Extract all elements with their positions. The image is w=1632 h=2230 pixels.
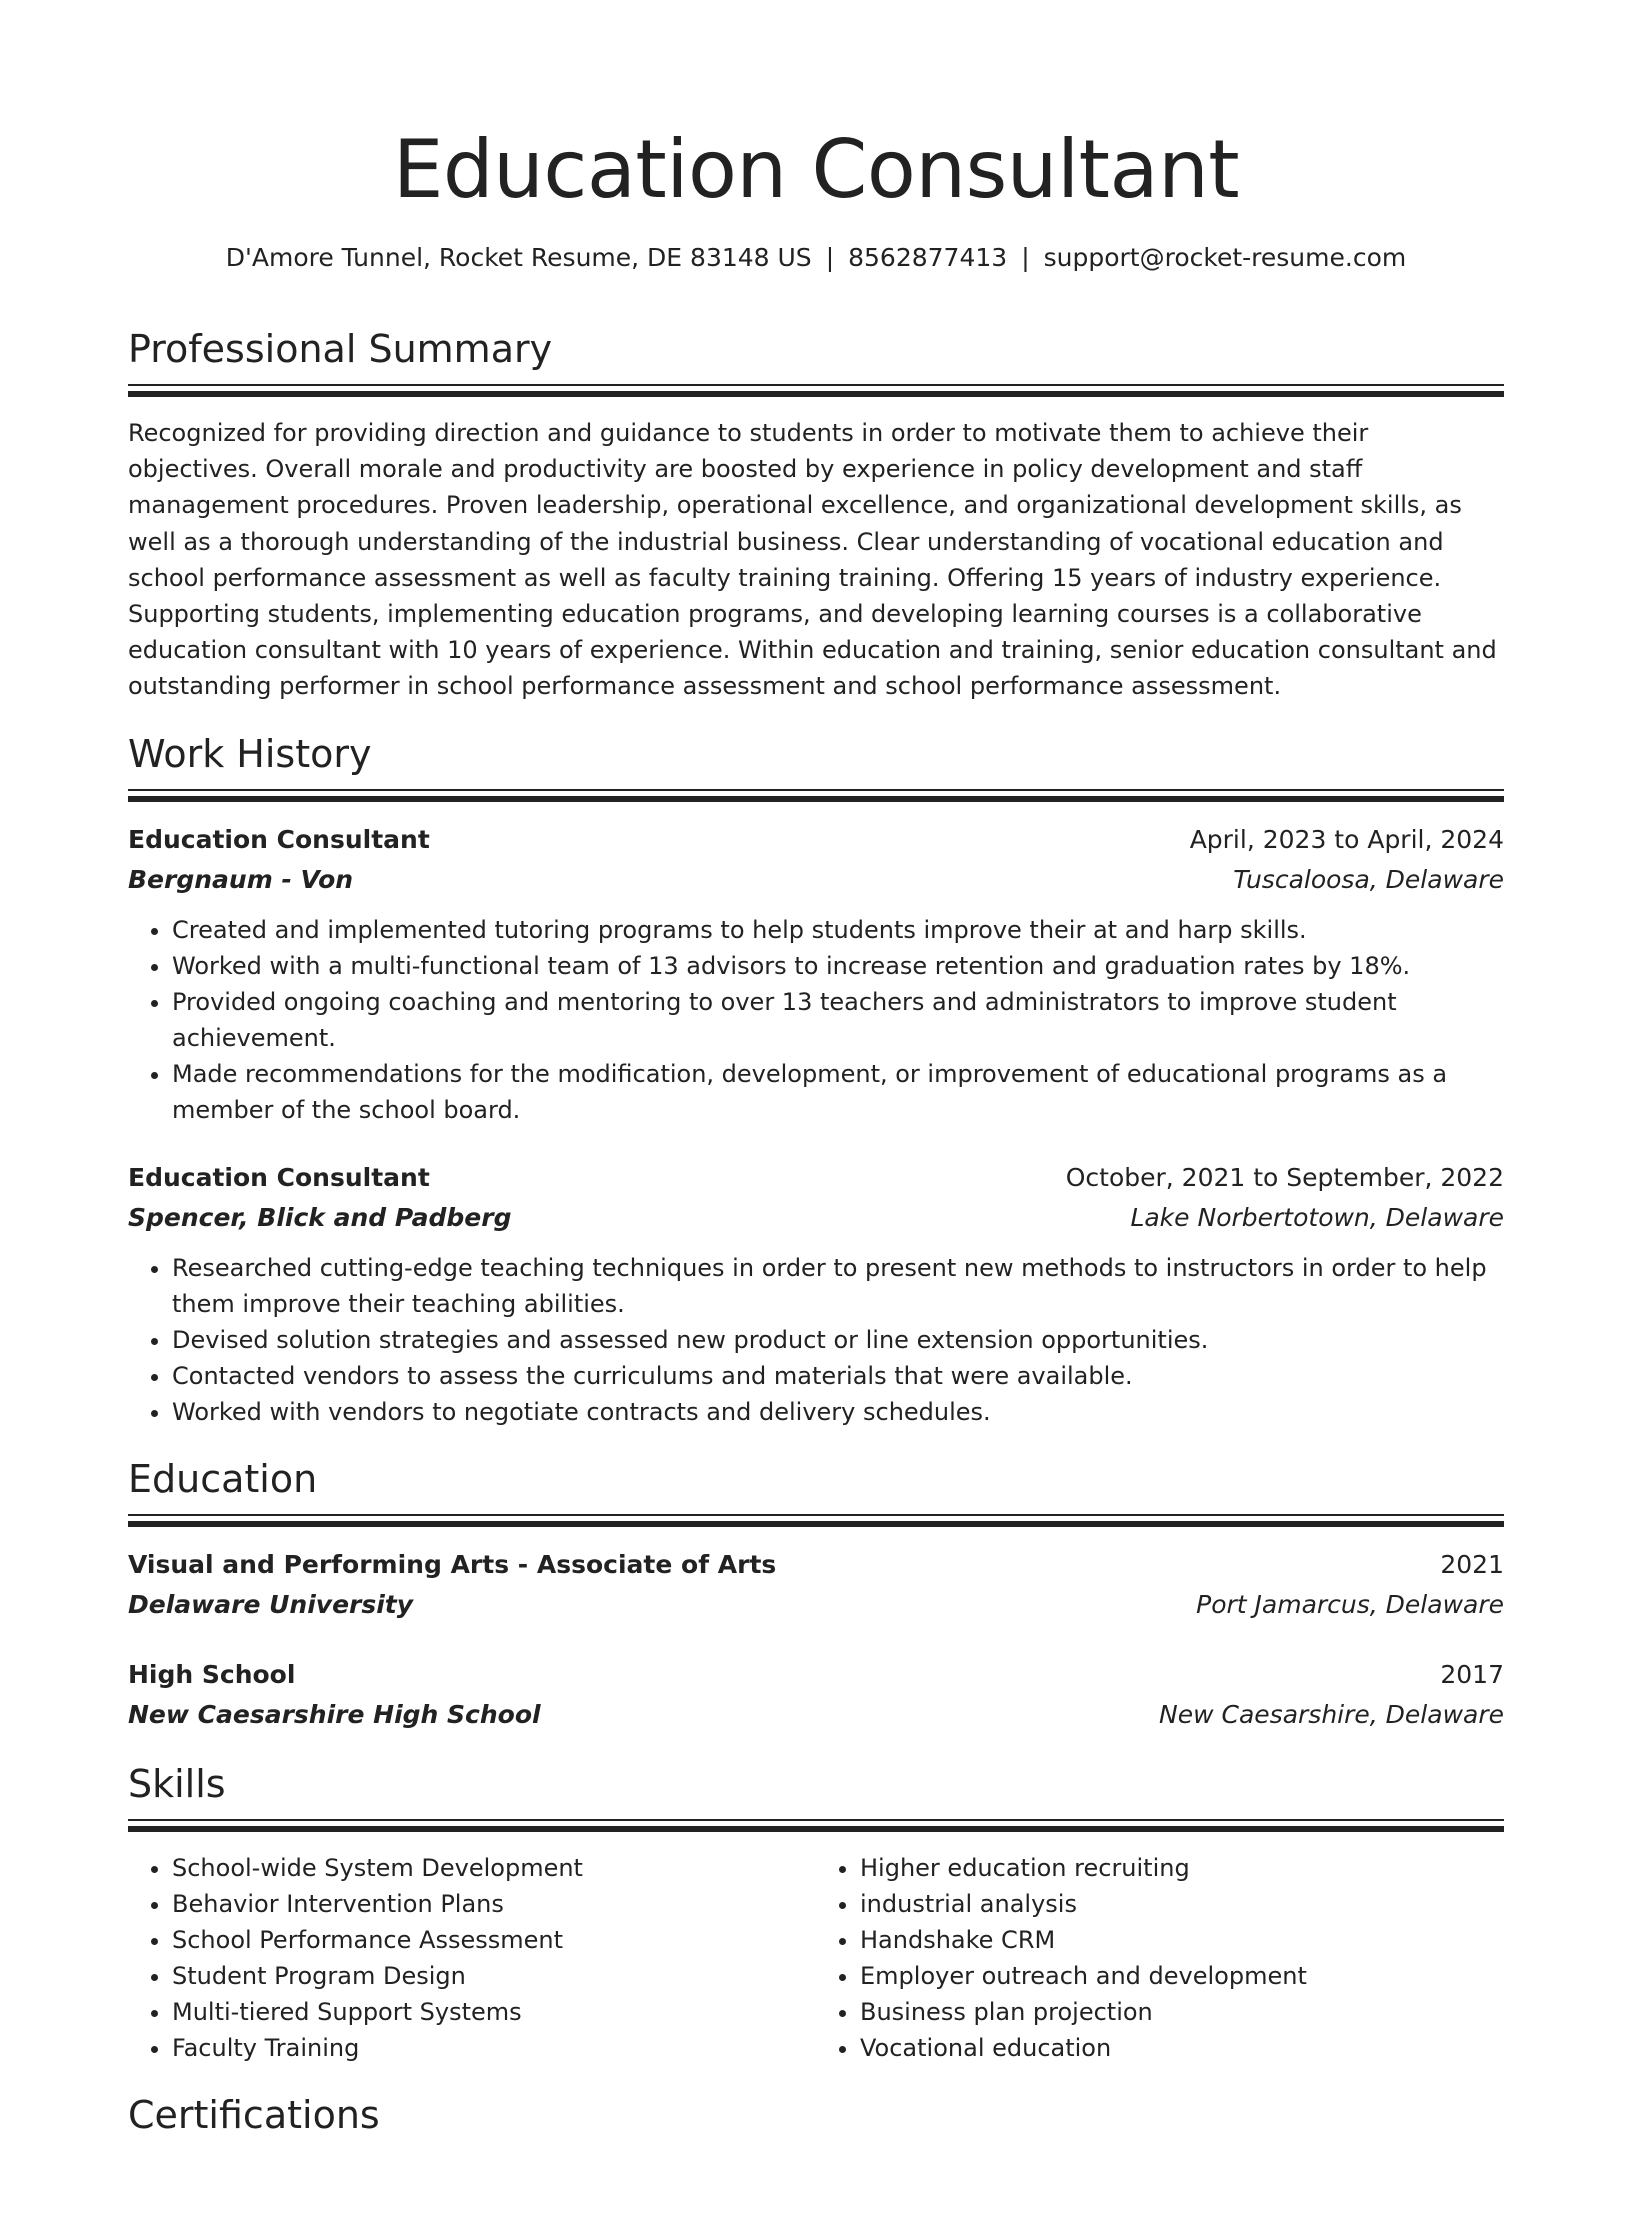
summary-text: Recognized for providing direction and guidance to students in order to motivate them to achieve their objectives. Overall morale and productivity are boosted by experience in policy development and staff management procedures. Proven leadership, operational excellence, and organizational development skills, as well as a thorough understanding of the industrial business. Clear understanding of vocational education and school performance assessment as well as faculty training training. Offering 15 years of industry experience. Supporting students, implementing education programs, and developing learning courses is a collaborative education consultant with 10 years of experience. Within education and training, senior education consultant and outstanding performer in school performance assessment and school performance assessment. — [128, 419, 1497, 701]
education-section — [128, 1454, 1504, 1735]
job-bullet: • Provided ongoing coaching and mentoring to over 13 teachers and administrators to improve student achievement. — [172, 984, 1504, 1056]
education-school-row — [128, 1585, 1504, 1625]
job-title: Education Consultant — [128, 1162, 430, 1192]
education-location: New Caesarshire, Delaware — [1159, 1699, 1504, 1729]
section-title-education: Education — [128, 1456, 318, 1501]
job-bullet: • Researched cutting-edge teaching techniques in order to present new methods to instructors in order to help them improve their teaching abilities. — [172, 1250, 1504, 1322]
skill-item: • School Performance Assessment — [172, 1922, 816, 1958]
job-bullet: • Worked with vendors to negotiate contracts and delivery schedules. — [172, 1394, 1504, 1430]
section-title-certifications: Certifications — [128, 2092, 380, 2137]
skills-list-left — [128, 1850, 816, 2066]
certifications-section — [128, 2090, 1504, 2140]
job-location: Lake Norbertotown, Delaware — [1130, 1202, 1504, 1232]
job-header-row — [128, 820, 1504, 860]
job-header-row — [128, 1158, 1504, 1198]
skill-item: • Behavior Intervention Plans — [172, 1886, 816, 1922]
job-bullet: • Contacted vendors to assess the curriculums and materials that were available. — [172, 1358, 1504, 1394]
skill-item: • Student Program Design — [172, 1958, 816, 1994]
education-entry — [128, 1655, 1504, 1735]
job-bullet: • Created and implemented tutoring programs to help students improve their at and harp skills. — [172, 912, 1504, 948]
education-school: New Caesarshire High School — [128, 1699, 541, 1729]
job-title: Education Consultant — [128, 824, 430, 854]
job-dates: October, 2021 to September, 2022 — [1065, 1162, 1504, 1192]
job-location: Tuscaloosa, Delaware — [1233, 864, 1504, 894]
skill-item: • Vocational education — [860, 2030, 1504, 2066]
resume-page — [0, 118, 1632, 2230]
education-school-row — [128, 1695, 1504, 1735]
section-divider — [128, 384, 1504, 397]
job-entry — [128, 1158, 1504, 1430]
section-title-summary: Professional Summary — [128, 327, 553, 371]
education-header-row — [128, 1545, 1504, 1585]
skills-section — [128, 1759, 1504, 2066]
contact-email: support@rocket-resume.com — [1043, 243, 1407, 272]
job-bullets — [128, 1250, 1504, 1430]
education-year: 2017 — [1440, 1659, 1504, 1689]
job-company: Bergnaum - Von — [128, 864, 354, 894]
contact-address: D'Amore Tunnel, Rocket Resume, DE 83148 US — [225, 243, 812, 272]
contact-phone: 8562877413 — [848, 243, 1008, 272]
job-bullets — [128, 912, 1504, 1128]
education-header-row — [128, 1655, 1504, 1695]
education-year: 2021 — [1440, 1549, 1504, 1579]
section-title-work-history: Work History — [128, 731, 372, 776]
job-company-row — [128, 860, 1504, 900]
section-divider — [128, 789, 1504, 802]
education-entry — [128, 1545, 1504, 1625]
job-bullet: • Made recommendations for the modification, development, or improvement of educational programs as a member of the school board. — [172, 1056, 1504, 1128]
education-location: Port Jamarcus, Delaware — [1196, 1589, 1504, 1619]
skills-list-right — [816, 1850, 1504, 2066]
skill-item: • Faculty Training — [172, 2030, 816, 2066]
work-history-section — [128, 729, 1504, 1430]
skill-item: • Multi-tiered Support Systems — [172, 1994, 816, 2030]
section-divider — [128, 1514, 1504, 1527]
skill-item: • Handshake CRM — [860, 1922, 1504, 1958]
skill-item: • School-wide System Development — [172, 1850, 816, 1886]
section-divider — [128, 1819, 1504, 1832]
section-title-skills: Skills — [128, 1761, 226, 1806]
contact-line — [128, 240, 1504, 276]
job-bullet: • Devised solution strategies and assessed new product or line extension opportunities. — [172, 1322, 1504, 1358]
resume-name: Education Consultant — [392, 123, 1240, 216]
contact-separator: | — [1021, 243, 1030, 272]
job-company-row — [128, 1198, 1504, 1238]
job-bullet: • Worked with a multi-functional team of 13 advisors to increase retention and graduation rates by 18%. — [172, 948, 1504, 984]
skill-item: • Higher education recruiting — [860, 1850, 1504, 1886]
contact-separator: | — [825, 243, 835, 272]
skill-item: • Employer outreach and development — [860, 1958, 1504, 1994]
job-entry — [128, 820, 1504, 1128]
education-degree: Visual and Performing Arts - Associate of Arts — [128, 1549, 777, 1579]
job-company: Spencer, Blick and Padberg — [128, 1202, 512, 1232]
education-school: Delaware University — [128, 1589, 414, 1619]
skill-item: • Business plan projection — [860, 1994, 1504, 2030]
job-dates: April, 2023 to April, 2024 — [1189, 824, 1504, 854]
skills-columns — [128, 1850, 1504, 2066]
summary-section — [128, 324, 1504, 705]
skill-item: • industrial analysis — [860, 1886, 1504, 1922]
education-degree: High School — [128, 1659, 296, 1689]
